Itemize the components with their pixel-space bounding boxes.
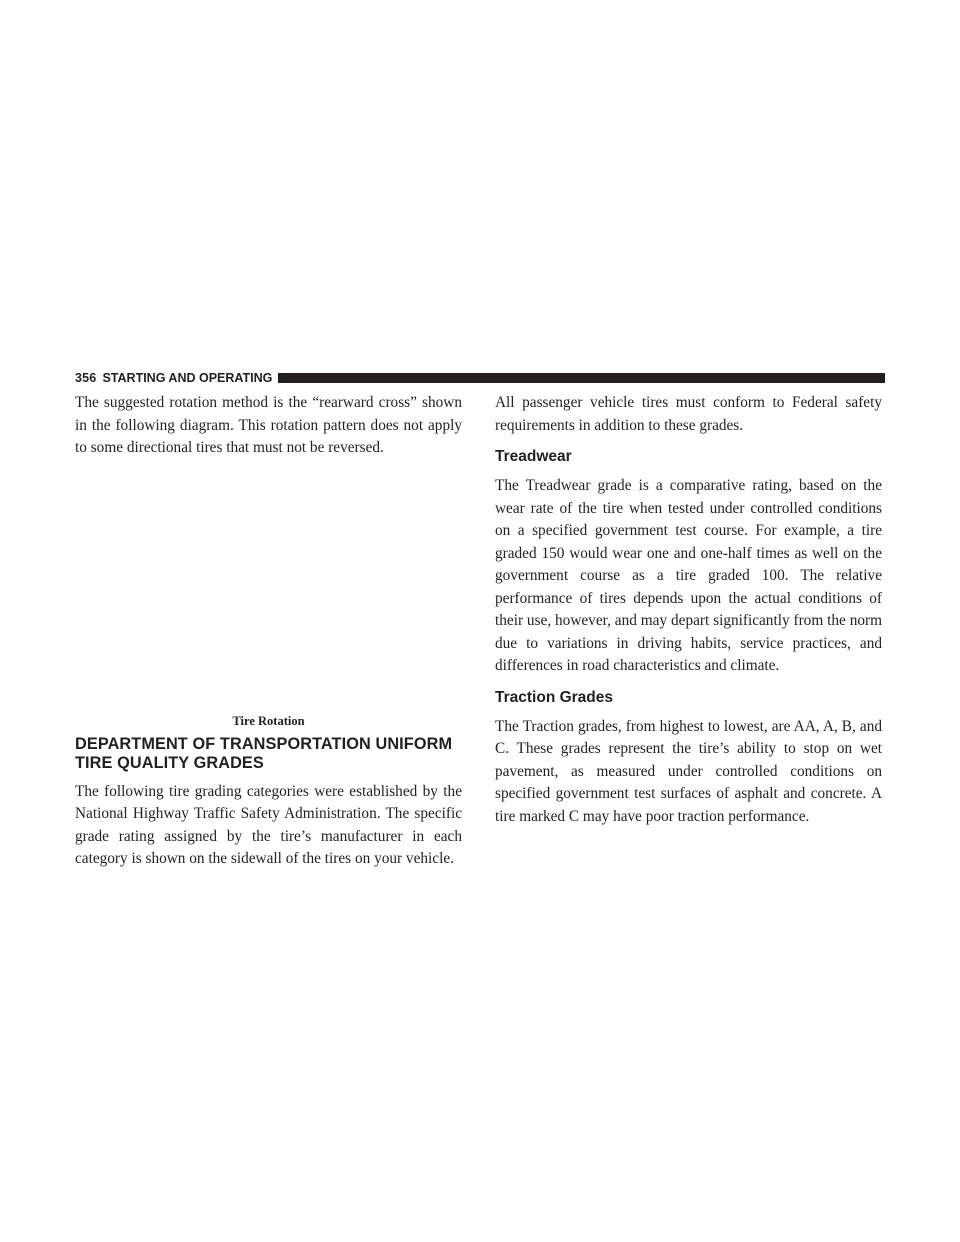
treadwear-paragraph: The Treadwear grade is a comparative rating, based on the wear rate of the tire when tested under controlled conditions on a specified government test course. For example, a tire graded 150 would wear one and one-half times as well on the government course as a tire graded 100. The relative performance of tires depends upon the actual conditions of their use, however, and may depart significantly from the norm due to variations in driving habits, service practices, and differences in road characteristics and climate.	[495, 477, 882, 674]
header-rule	[278, 373, 885, 383]
treadwear-heading: Treadwear	[495, 448, 572, 465]
federal-requirements-paragraph: All passenger vehicle tires must conform to Federal safety requirements in addition to these grades.	[495, 394, 882, 434]
left-column	[75, 392, 462, 871]
traction-heading: Traction Grades	[495, 688, 614, 706]
figure-caption: Tire Rotation	[232, 713, 305, 728]
page-number: 356	[75, 371, 97, 385]
traction-paragraph: The Traction grades, from highest to lowest, are AA, A, B, and C. These grades represent the tire’s ability to stop on wet pavement, as measured under controlled conditions on specified government test surfaces of asphalt and concrete. A tire marked C may have poor traction performance.	[495, 717, 882, 825]
page-header	[75, 370, 885, 386]
tire-rotation-figure	[75, 460, 462, 735]
utqg-paragraph: The following tire grading categories were established by the National Highway Traffic Safety Administration. The specific grade rating assigned by the tire’s manufacturer in each category is shown on the sidewall of the tires on your vehicle.	[75, 782, 462, 867]
right-column	[495, 392, 882, 828]
rotation-intro-paragraph: The suggested rotation method is the “rearward cross” shown in the following diagram. This rotation pattern does not apply to some directional tires that must not be reversed.	[75, 394, 462, 456]
section-heading-utqg: DEPARTMENT OF TRANSPORTATION UNIFORM TIRE QUALITY GRADES	[75, 734, 453, 772]
section-title: STARTING AND OPERATING	[102, 371, 273, 385]
